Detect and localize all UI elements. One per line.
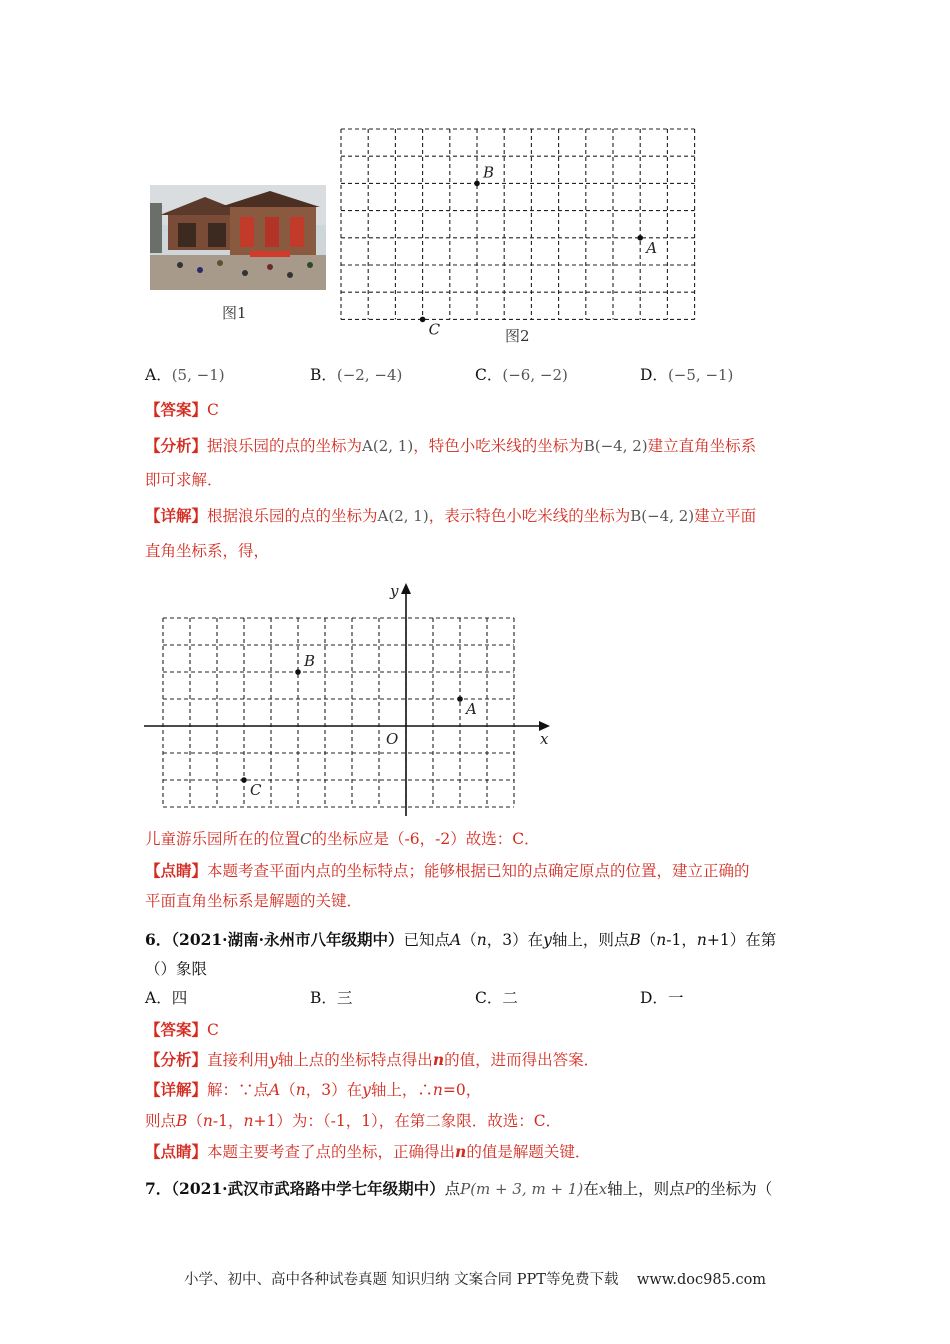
detail-text: 建立平面 (694, 507, 757, 525)
q5-result (145, 828, 540, 850)
stem-var: n (696, 931, 707, 949)
option-value: (−6, −2) (502, 366, 568, 384)
detail-var: B (176, 1112, 188, 1130)
answer-tag: 【答案】 (145, 1020, 208, 1039)
detail-var: n (202, 1112, 213, 1130)
stem-text: 的坐标为（ (694, 1180, 773, 1198)
footer-site: www.doc985.com (636, 1272, 767, 1288)
stem-text: （ (461, 931, 477, 949)
option-value: 二 (502, 989, 518, 1007)
stem-text: -1， (666, 931, 697, 949)
detail-var: n (243, 1112, 254, 1130)
detail-text: （ (280, 1081, 296, 1099)
math-point-b: B(−4, 2) (583, 437, 648, 455)
q7-stem (145, 1178, 772, 1200)
analysis-text: 的值，进而得出答案． (444, 1051, 600, 1069)
detail-text: （ (187, 1112, 203, 1130)
math-point-p: P(m + 3, m + 1) (460, 1180, 584, 1198)
figure1-caption: 图1 (222, 304, 247, 322)
q5-detail (145, 505, 756, 527)
q5-comment-line2: 平面直角坐标系是解题的关键． (145, 892, 363, 910)
stem-text: 轴上，则点 (551, 931, 630, 949)
option-letter: D． (640, 989, 668, 1007)
answer-value: C (207, 1021, 219, 1039)
point-b (295, 669, 301, 675)
temple-photo-illustration (150, 185, 326, 290)
analysis-var: y (269, 1051, 278, 1069)
analysis-var: n (432, 1050, 445, 1069)
option-value: (−5, −1) (667, 366, 734, 384)
result-text: 的坐标应是（-6，-2）故选：C． (311, 830, 540, 848)
stem-var: A (450, 931, 462, 949)
detail-tag: 【详解】 (145, 1080, 208, 1099)
option-value: (−2, −4) (336, 366, 403, 384)
stem-text: 点 (444, 1180, 461, 1198)
math-point-c: C (300, 830, 312, 848)
stem-text: （ (640, 931, 657, 949)
detail-text: 则点 (145, 1112, 177, 1130)
point-a (637, 235, 643, 241)
comment-text: 的值是解题关键． (466, 1143, 591, 1161)
q6-comment (145, 1141, 590, 1163)
point-label-c: C (250, 781, 262, 799)
analysis-text: 据浪乐园的点的坐标为 (207, 437, 363, 455)
q6-option-c (475, 987, 518, 1009)
option-letter: C． (475, 989, 503, 1007)
detail-var: A (269, 1081, 281, 1099)
stem-var: x (598, 1180, 608, 1198)
y-axis-label: y (390, 582, 399, 600)
analysis-text: 建立直角坐标系 (647, 437, 757, 455)
q6-analysis (145, 1049, 599, 1071)
q5-option-a (145, 364, 225, 386)
q5-analysis-line2: 即可求解． (145, 471, 223, 489)
option-letter: A． (145, 366, 172, 384)
option-letter: B． (310, 989, 337, 1007)
q5-analysis (145, 435, 756, 457)
q6-stem (145, 929, 776, 951)
question-source: （2021·武汉市武珞路中学七年级期中） (171, 1179, 445, 1198)
analysis-text: 轴上点的坐标特点得出 (277, 1051, 433, 1069)
math-point-a: A(2, 1) (377, 507, 429, 525)
detail-var: n (432, 1081, 443, 1099)
point-c (420, 317, 426, 323)
option-value: (5, −1) (171, 366, 225, 384)
detail-text: =0， (442, 1081, 482, 1099)
detail-text: 根据浪乐园的点的坐标为 (207, 507, 378, 525)
option-letter: D． (640, 366, 668, 384)
comment-tag: 【点睛】 (145, 861, 208, 880)
stem-text: ，3）在 (486, 931, 544, 949)
question-source: （2021·湖南·永州市八年级期中） (171, 930, 404, 949)
figure1-photo (150, 185, 326, 290)
point-label-a: A (466, 700, 477, 718)
q5-option-c (475, 364, 568, 386)
footer-text: 小学、初中、高中各种试卷真题 知识归纳 文案合同 PPT等免费下载 (183, 1272, 619, 1288)
answer-value: C (207, 401, 219, 419)
origin-label: O (386, 730, 399, 748)
stem-text: 在 (583, 1180, 599, 1198)
q5-option-d (640, 364, 733, 386)
point-b (474, 181, 480, 187)
stem-text: 已知点 (403, 931, 450, 949)
stem-var: n (656, 931, 667, 949)
point-label-a: A (646, 238, 658, 257)
detail-var: n (295, 1081, 306, 1099)
detail-text: 轴上，∴ (370, 1081, 433, 1099)
q6-detail (145, 1079, 481, 1101)
comment-text: 本题考查平面内点的坐标特点；能够根据已知的点确定原点的位置，建立正确的 (207, 862, 750, 880)
q5-option-b (310, 364, 402, 386)
detail-var: y (362, 1081, 371, 1099)
result-text: 儿童游乐园所在的位置 (145, 830, 301, 848)
math-point-b: B(−4, 2) (630, 507, 695, 525)
q5-answer (145, 399, 219, 421)
answer-tag: 【答案】 (145, 400, 208, 419)
q6-option-b (310, 987, 352, 1009)
option-letter: B． (310, 366, 337, 384)
q6-answer (145, 1019, 219, 1041)
y-axis-arrow (401, 583, 411, 594)
figure3-coordinate-grid (140, 578, 560, 820)
option-value: 三 (336, 989, 353, 1007)
q6-stem-line2: （）象限 (145, 960, 208, 978)
point-c (241, 777, 247, 783)
math-point-a: A(2, 1) (362, 437, 414, 455)
comment-text: 本题主要考查了点的坐标，正确得出 (207, 1143, 456, 1161)
q6-option-d (640, 987, 683, 1009)
detail-tag: 【详解】 (145, 506, 208, 525)
point-label-b: B (304, 652, 316, 670)
option-value: 四 (171, 989, 188, 1007)
detail-text: 解：∵点 (207, 1081, 270, 1099)
question-number: 7． (145, 1179, 172, 1198)
q5-detail-line2: 直角坐标系，得， (145, 542, 270, 560)
stem-var: y (543, 931, 552, 949)
detail-text: ，3）在 (305, 1081, 363, 1099)
x-axis-label: x (540, 730, 549, 748)
question-number: 6． (145, 930, 172, 949)
page-footer (0, 1268, 950, 1289)
stem-var: P (684, 1180, 695, 1198)
detail-text: ，表示特色小吃米线的坐标为 (428, 507, 631, 525)
q6-detail-line2 (145, 1110, 561, 1132)
analysis-text: 直接利用 (207, 1051, 270, 1069)
option-letter: A． (145, 989, 172, 1007)
figure2-caption: 图2 (505, 327, 530, 345)
stem-text: 轴上，则点 (607, 1180, 685, 1198)
comment-var: n (455, 1142, 467, 1161)
analysis-tag: 【分析】 (145, 436, 208, 455)
point-label-c: C (428, 320, 441, 339)
analysis-tag: 【分析】 (145, 1050, 208, 1069)
point-label-b: B (483, 163, 495, 182)
q5-comment (145, 860, 750, 882)
stem-var: n (476, 931, 487, 949)
analysis-text: ，特色小吃米线的坐标为 (413, 437, 584, 455)
stem-text: +1）在第 (706, 931, 777, 949)
comment-tag: 【点睛】 (145, 1142, 208, 1161)
detail-text: -1， (212, 1112, 244, 1130)
stem-var: B (629, 931, 641, 949)
option-letter: C． (475, 366, 503, 384)
option-value: 一 (667, 989, 684, 1007)
detail-text: +1）为：（-1，1），在第二象限．故选：C． (253, 1112, 562, 1130)
point-a (457, 696, 463, 702)
q6-option-a (145, 987, 187, 1009)
